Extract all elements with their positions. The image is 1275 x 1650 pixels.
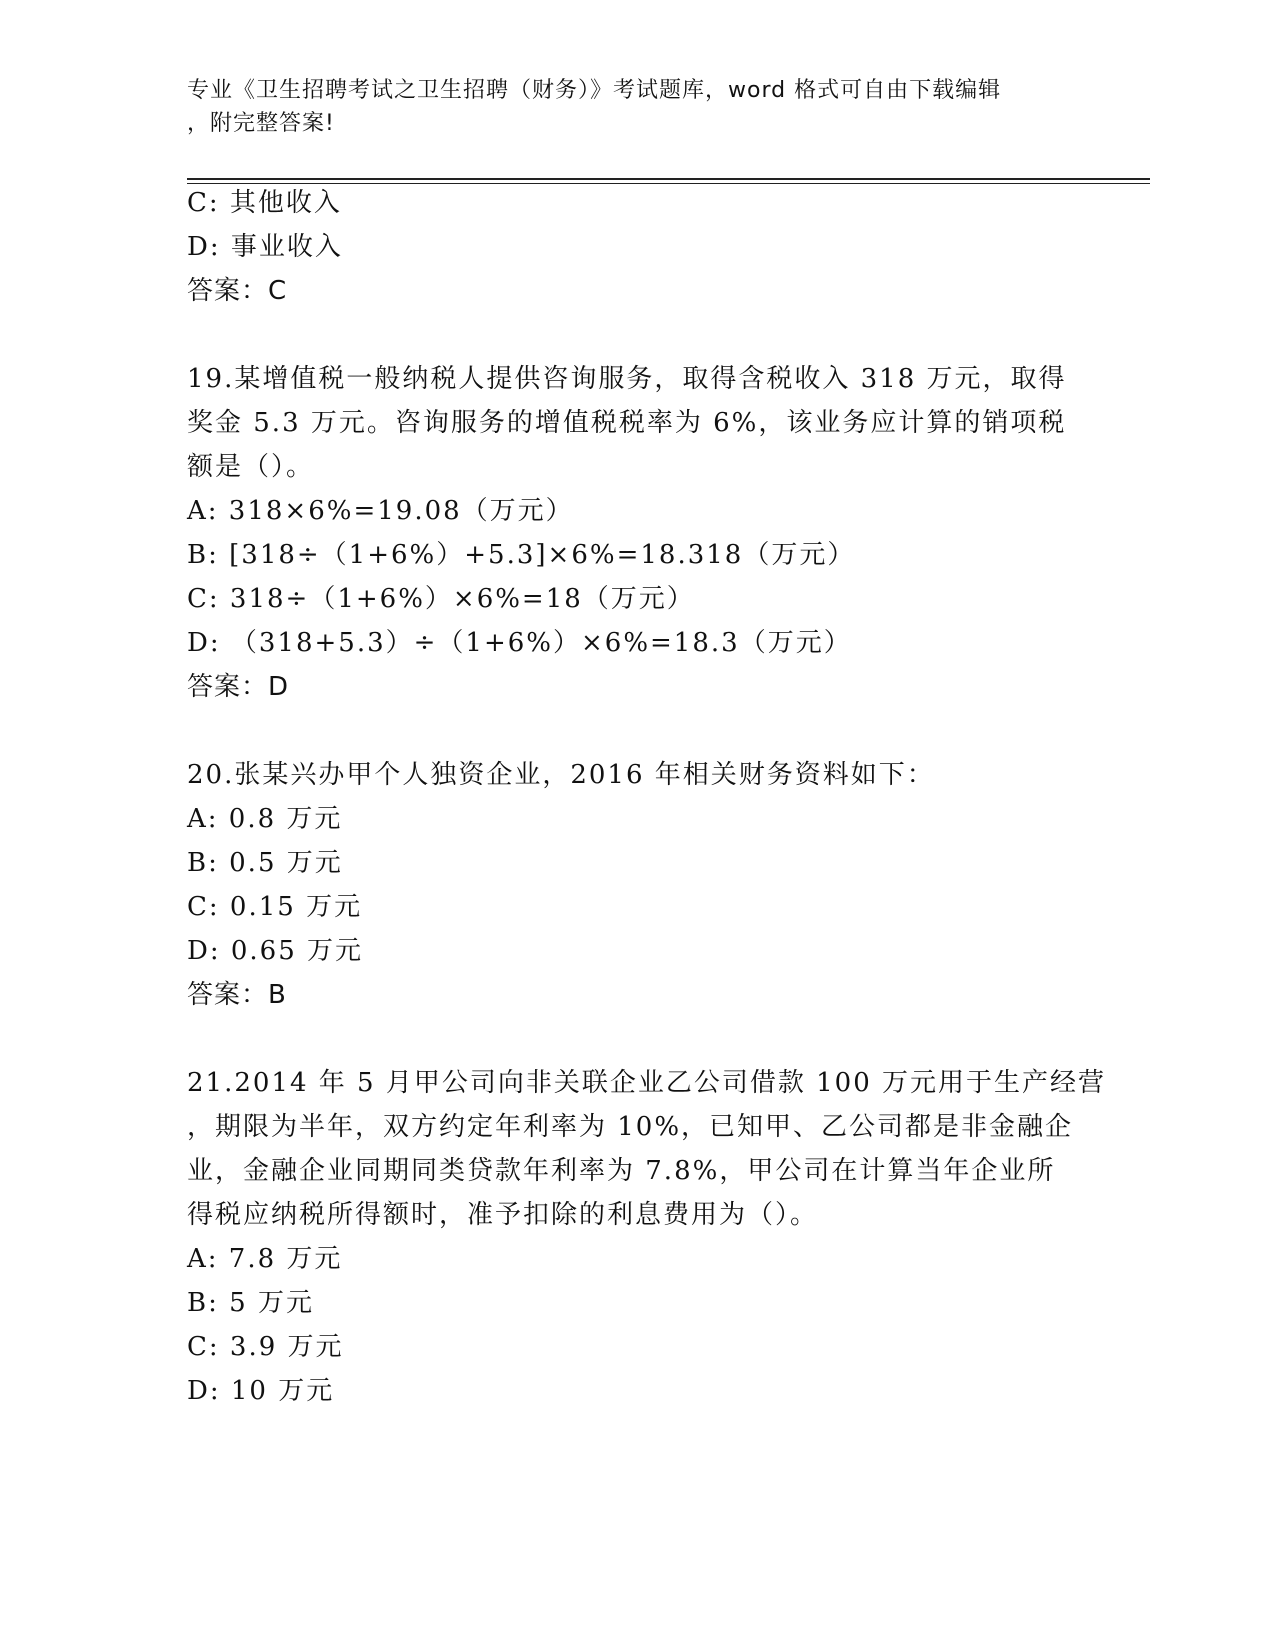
- q21-stem-line-1: 21.2014 年 5 月甲公司向非关联企业乙公司借款 100 万元用于生产经营: [187, 1068, 1107, 1098]
- header-title-line: 专业《卫生招聘考试之卫生招聘（财务）》考试题库，word 格式可自由下载编辑: [187, 78, 1002, 103]
- q21-stem-line-4: 得税应纳税所得额时，准予扣除的利息费用为（）。: [187, 1200, 819, 1230]
- q19-option-a: A: 318×6%=19.08（万元）: [187, 496, 574, 526]
- q21-option-a: A: 7.8 万元: [187, 1244, 343, 1274]
- q18-answer: 答案：C: [187, 276, 288, 306]
- q20-option-d: D: 0.65 万元: [187, 936, 364, 966]
- q19-option-c: C: 318÷（1+6%）×6%=18（万元）: [187, 584, 695, 614]
- q20-stem-line-1: 20.张某兴办甲个人独资企业，2016 年相关财务资料如下：: [187, 760, 935, 790]
- q21-stem-line-2: ，期限为半年，双方约定年利率为 10%，已知甲、乙公司都是非金融企: [187, 1112, 1074, 1142]
- q19-answer: 答案：D: [187, 672, 290, 702]
- q19-stem-line-1: 19.某增值税一般纳税人提供咨询服务，取得含税收入 318 万元，取得: [187, 364, 1067, 394]
- header-divider-thick: [187, 178, 1150, 180]
- q20-option-c: C: 0.15 万元: [187, 892, 363, 922]
- q21-option-d: D: 10 万元: [187, 1376, 335, 1406]
- page-header: [187, 74, 1067, 140]
- q21-option-c: C: 3.9 万元: [187, 1332, 344, 1362]
- q19-option-b: B: [318÷（1+6%）+5.3]×6%=18.318（万元）: [187, 540, 856, 570]
- q21-stem-line-3: 业，金融企业同期同类贷款年利率为 7.8%，甲公司在计算当年企业所: [187, 1156, 1056, 1186]
- q19-stem-line-2: 奖金 5.3 万元。咨询服务的增值税税率为 6%，该业务应计算的销项税: [187, 408, 1067, 438]
- q18-option-c: C: 其他收入: [187, 188, 342, 218]
- q20-option-a: A: 0.8 万元: [187, 804, 343, 834]
- q19-option-d: D: （318+5.3）÷（1+6%）×6%=18.3（万元）: [187, 628, 852, 658]
- q18-option-d: D: 事业收入: [187, 232, 343, 262]
- q19-stem-line-3: 额是（）。: [187, 452, 315, 482]
- q21-option-b: B: 5 万元: [187, 1288, 314, 1318]
- q20-answer: 答案：B: [187, 980, 287, 1010]
- q20-option-b: B: 0.5 万元: [187, 848, 343, 878]
- header-title-line-continued: ，附完整答案!: [187, 111, 335, 136]
- header-divider-thin: [187, 183, 1150, 184]
